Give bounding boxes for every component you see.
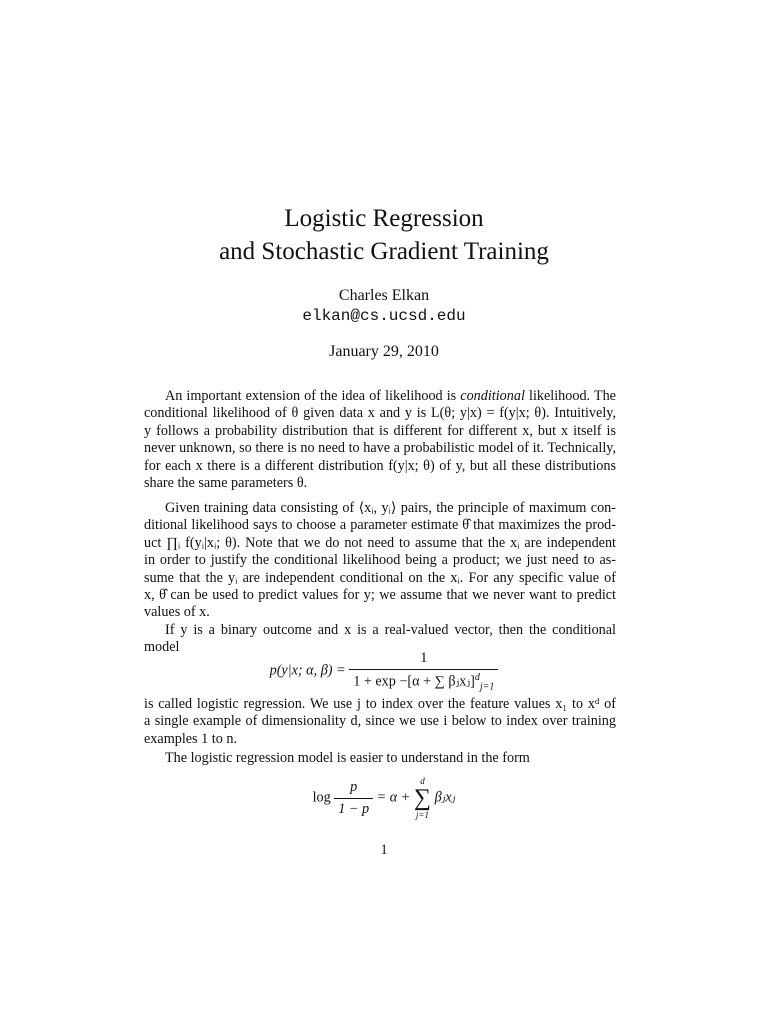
sum-lower-limit: j=1 — [479, 681, 495, 693]
sum-upper-limit: d — [474, 672, 480, 683]
equation-rhs: βⱼxⱼ — [434, 789, 456, 806]
text-line: The logistic regression model is easier to understand in the form — [165, 750, 530, 766]
text-line: conditional likelihood of θ given data x and y is L(θ; y|x) = f(y|x; θ). Intuitively, — [144, 405, 616, 422]
text-line: y follows a probability distribution that is different for different x, but x itself is — [144, 422, 616, 439]
text-line: x, θ̂ can be used to predict values for y; we assume that we never want to predict — [144, 586, 616, 603]
equation-fraction — [334, 779, 373, 818]
sum-lower-limit: j=1 — [415, 810, 429, 820]
sum-upper-limit: d — [420, 776, 425, 786]
title-line-1: Logistic Regression — [284, 205, 484, 232]
emphasis-conditional: conditional — [460, 388, 525, 404]
text-line: never unknown, so there is no need to have a probabilistic model of it. Technically, — [144, 440, 616, 457]
title-line-2: and Stochastic Gradient Training — [219, 238, 549, 265]
fraction-denominator: 1 + exp −[α + ∑ βⱼxⱼ]$^d_{j=1}$ — [349, 669, 498, 693]
equation-fraction — [349, 650, 498, 693]
paper-date: January 29, 2010 — [329, 343, 439, 360]
page-number: 1 — [380, 842, 388, 858]
text-line: Given training data consisting of ⟨xᵢ, yᵢ⟩ pairs, the principle of maximum con- — [165, 500, 616, 516]
sigma-icon: ∑ — [413, 785, 432, 811]
text-line: sume that the yᵢ are independent conditional on the xᵢ. For any specific value of — [144, 569, 616, 586]
fraction-denominator: 1 − p — [334, 798, 373, 818]
text-line: uct ∏ᵢ f(yᵢ|xᵢ; θ). Note that we do not need to assume that the xᵢ are independent — [144, 534, 616, 551]
text-line: is called logistic regression. We use j to index over the feature values x₁ to xᵈ of — [144, 696, 616, 712]
paragraph-4 — [144, 696, 616, 748]
equation-logistic — [0, 650, 768, 693]
paragraph-2 — [144, 500, 616, 622]
paragraph-1 — [144, 388, 616, 492]
text-line: share the same parameters θ. — [144, 474, 308, 491]
text-line: If y is a binary outcome and x is a real-valued vector, then the conditional — [165, 622, 616, 638]
text-line: ditional likelihood says to choose a parameter estimate θ̂ that maximizes the prod- — [144, 517, 616, 534]
author-name: Charles Elkan — [338, 287, 430, 304]
text-line: values of x. — [144, 604, 210, 621]
equation-log-odds — [0, 776, 768, 820]
text-line: model — [144, 639, 180, 656]
text-line: An important extension of the idea of likelihood is conditional likelihood. The — [165, 388, 616, 404]
fraction-numerator: 1 — [420, 650, 428, 666]
equation-lhs: p(y|x; α, β) = — [269, 662, 346, 679]
text-line: for each x there is a different distribution f(y|x; θ) of y, but all these distributions — [144, 457, 616, 474]
author-email: elkan@cs.ucsd.edu — [302, 307, 466, 325]
text-line: examples 1 to n. — [144, 730, 237, 747]
equation-middle: = α + — [376, 789, 411, 806]
text-line: in order to justify the conditional likelihood being a product; we just need to as- — [144, 552, 616, 569]
text-line: a single example of dimensionality d, since we use i below to index over training — [144, 713, 616, 730]
log-operator: log — [312, 789, 331, 806]
paper-title — [0, 202, 768, 268]
paragraph-5 — [144, 750, 616, 767]
summation-symbol — [414, 776, 431, 820]
fraction-numerator: p — [350, 778, 358, 795]
